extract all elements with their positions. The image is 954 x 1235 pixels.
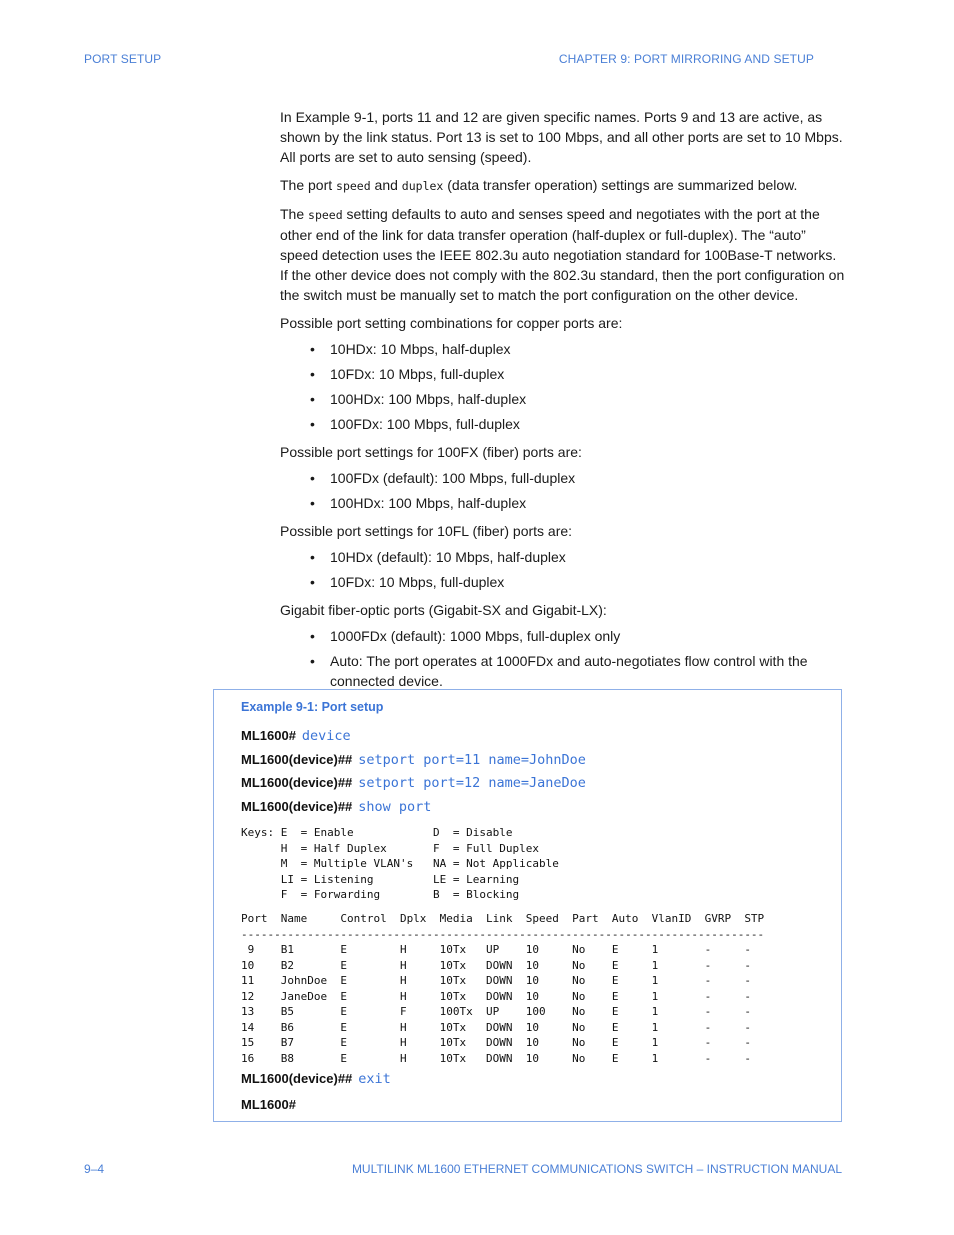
gigabit-list — [280, 626, 845, 691]
command-argument: setport port=12 name=JaneDoe — [358, 775, 586, 791]
fx-intro: Possible port settings for 100FX (fiber) ports are: — [280, 444, 582, 460]
command-line — [241, 1071, 391, 1087]
command-argument: show port — [358, 799, 432, 815]
command-line — [241, 775, 586, 791]
copper-intro: Possible port setting combinations for copper ports are: — [280, 315, 623, 331]
prompt: ML1600(device)## — [241, 775, 353, 790]
fx-list — [280, 468, 845, 513]
copper-list — [280, 339, 845, 434]
port-table-output: Port Name Control Dplx Media Link Speed Part Auto VlanID GVRP STP ------------------------------------------------------------------------------- 9 B1 E H 10Tx UP 10 No E 1 - - 10 B2 E H 10Tx DOWN 10 No E 1 - - 11 JohnDoe E H 10Tx DOWN 10 No E 1 - - 12 JaneDoe E H 10Tx DOWN 10 No E 1 - - 13 B5 E F 100Tx UP 100 No E 1 - - 14 B6 E H 10Tx DOWN 10 No E 1 - - 15 B7 E H 10Tx DOWN 10 No E 1 - - 16 B8 E H 10Tx DOWN 10 No E 1 - - — [241, 912, 765, 1065]
list-item: • 10FDx: 10 Mbps, full-duplex — [310, 572, 845, 592]
paragraph-intro: In Example 9-1, ports 11 and 12 are given specific names. Ports 9 and 13 are active, as shown by the link status. Port 13 is set to 100 Mbps, and all other ports are set to 10 Mbps. All ports are set to auto sensing (speed). — [280, 109, 843, 165]
code-speed: speed — [336, 179, 371, 193]
list-item: • 100FDx: 100 Mbps, full-duplex — [310, 414, 845, 434]
code-duplex: duplex — [401, 179, 444, 193]
fl-intro: Possible port settings for 10FL (fiber) ports are: — [280, 523, 573, 539]
command-argument: exit — [358, 1071, 391, 1087]
prompt: ML1600(device)## — [241, 1071, 353, 1086]
command-line — [241, 799, 431, 815]
paragraph-speed-duplex: The port speed and duplex (data transfer operation) settings are summarized below. — [280, 177, 798, 193]
list-item: • 10HDx (default): 10 Mbps, half-duplex — [310, 547, 845, 567]
prompt: ML1600(device)## — [241, 799, 353, 814]
final-prompt: ML1600# — [241, 1097, 296, 1112]
list-item: • Auto: The port operates at 1000FDx and auto-negotiates flow control with the connected device. — [310, 651, 845, 691]
list-item: • 100FDx (default): 100 Mbps, full-duplex — [310, 468, 845, 488]
command-line — [241, 728, 351, 744]
paragraph-speed-default: The speed setting defaults to auto and senses speed and negotiates with the port at the other end of the link for data transfer operation (half-duplex or full-duplex). The “auto” speed detection uses the IEEE 802.3u auto negotiation standard for 100Base-T networks. If the other device does not comply with the 802.3u standard, then the port configuration on the switch must be manually set to match the port configuration on the other device. — [280, 206, 845, 303]
page-number: 9–4 — [84, 1162, 105, 1176]
running-header-section: PORT SETUP — [84, 52, 162, 66]
command-argument: setport port=11 name=JohnDoe — [358, 752, 586, 768]
example-title: Example 9-1: Port setup — [241, 700, 384, 714]
command-line — [241, 752, 586, 768]
gigabit-intro: Gigabit fiber-optic ports (Gigabit-SX and Gigabit-LX): — [280, 602, 607, 618]
list-item: • 1000FDx (default): 1000 Mbps, full-duplex only — [310, 626, 845, 646]
list-item: • 100HDx: 100 Mbps, half-duplex — [310, 493, 845, 513]
list-item: • 10HDx: 10 Mbps, half-duplex — [310, 339, 845, 359]
list-item: • 10FDx: 10 Mbps, full-duplex — [310, 364, 845, 384]
prompt: ML1600(device)## — [241, 752, 353, 767]
list-item: • 100HDx: 100 Mbps, half-duplex — [310, 389, 845, 409]
body-text — [280, 107, 845, 699]
keys-output: Keys: E = Enable D = Disable H = Half Duplex F = Full Duplex M = Multiple VLAN's NA = Not Applicable LI = Listening LE = Learning F = Forwarding B = Blocking — [241, 826, 559, 901]
code-speed: speed — [308, 208, 343, 222]
manual-title: MULTILINK ML1600 ETHERNET COMMUNICATIONS SWITCH – INSTRUCTION MANUAL — [351, 1162, 842, 1176]
command-argument: device — [301, 728, 351, 744]
running-header-chapter: CHAPTER 9: PORT MIRRORING AND SETUP — [558, 52, 814, 66]
fl-list — [280, 547, 845, 592]
prompt: ML1600# — [241, 728, 296, 743]
example-box — [213, 689, 842, 1122]
